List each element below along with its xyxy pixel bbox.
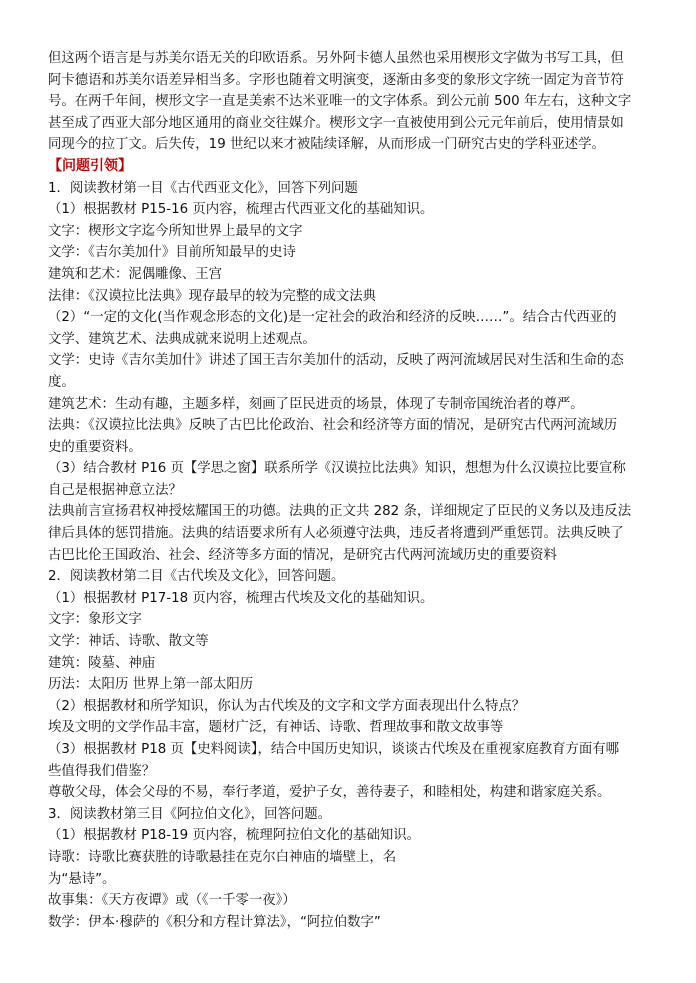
answer-line: 文学：《吉尔美加什》目前所知最早的史诗 [48, 245, 296, 261]
answer-line: 古巴比伦王国政治、社会、经济等多方面的情况，是研究古代两河流域历史的重要资料 [48, 547, 557, 563]
sub-question: （1）根据教材 P18-19 页内容，梳理阿拉伯文化的基础知识。 [48, 828, 421, 844]
answer-line: 法典前言宣扬君权神授炫耀国王的功德。法典的正文共 282 条，详细规定了臣民的义务以及违反法 [48, 504, 632, 520]
section-heading: 【问题引领】 [48, 157, 132, 174]
sub-question: （1）根据教材 P15-16 页内容，梳理古代西亚文化的基础知识。 [48, 202, 434, 218]
answer-line: 尊敬父母，体会父母的不易，奉行孝道，爱护子女，善待妻子，和睦相处，构建和谐家庭关系。 [48, 785, 611, 801]
question-title: 3．阅读教材第三目《阿拉伯文化》，回答问题。 [48, 806, 332, 822]
document-page [48, 48, 656, 933]
intro-paragraph [48, 48, 656, 156]
answer-line: 法典：《汉谟拉比法典》反映了古巴比伦政治、社会和经济等方面的情况，是研究古代两河流域历 [48, 418, 618, 434]
intro-line: 甚至成了西亚大部分地区通用的商业交往媒介。楔形文字一直被使用到公元元年前后，使用情景如 [48, 115, 624, 131]
answer-line: 文字：象形文字 [48, 612, 142, 628]
question-section-1 [48, 178, 656, 567]
sub-question: （3）结合教材 P16 页【学思之窗】联系所学《汉谟拉比法典》知识，想想为什么汉谟拉比要宣称 [48, 461, 626, 477]
answer-line: 诗歌：诗歌比赛获胜的诗歌悬挂在克尔白神庙的墙壁上，名 [48, 849, 397, 865]
sub-question: （2）“一定的文化(当作观念形态的文化)是一定社会的政治和经济的反映……”。结合古代西亚的 [48, 310, 617, 326]
answer-line: 为“悬诗”。 [48, 871, 116, 887]
answer-line: 建筑和艺术：泥偶雕像、王宫 [48, 266, 223, 282]
answer-line: 史的重要资料。 [48, 439, 142, 455]
sub-question: 文学、建筑艺术、法典成就来说明上述观点。 [48, 331, 316, 347]
answer-line: 文学：神话、诗歌、散文等 [48, 634, 209, 650]
sub-question: （1）根据教材 P17-18 页内容，梳理古代埃及文化的基础知识。 [48, 590, 434, 606]
answer-line: 历法：太阳历 世界上第一部太阳历 [48, 677, 254, 693]
intro-line: 但这两个语言是与苏美尔语无关的印欧语系。另外阿卡德人虽然也采用楔形文字做为书写工具，但 [48, 51, 624, 66]
sub-question: 自己是根据神意立法？ [48, 482, 182, 498]
answer-line: 文字：楔形文字迄今所知世界上最早的文字 [48, 223, 303, 239]
intro-line: 同现今的拉丁文。后失传，19 世纪以来才被陆续译解，从而形成一门研究古史的学科亚述学。 [48, 137, 605, 153]
sub-question: （2）根据教材和所学知识，你认为古代埃及的文字和文学方面表现出什么特点？ [48, 698, 526, 714]
sub-question: 些值得我们借鉴？ [48, 763, 156, 779]
answer-line: 埃及文明的文学作品丰富，题材广泛，有神话、诗歌、哲理故事和散文故事等 [48, 720, 504, 736]
answer-line: 度。 [48, 374, 75, 390]
answer-line: 法律：《汉谟拉比法典》现存最早的较为完整的成文法典 [48, 288, 377, 304]
answer-line: 故事集：《天方夜谭》或（《一千零一夜》） [48, 893, 296, 909]
answer-line: 律后具体的惩罚措施。法典的结语要求所有人必须遵守法典，违反者将遭到严重惩罚。法典反映了 [48, 526, 624, 542]
intro-line: 阿卡德语和苏美尔语差异相当多。字形也随着文明演变，逐渐由多变的象形文字统一固定为音节符 [48, 72, 624, 88]
question-section-3 [48, 804, 656, 934]
intro-line: 号。在两千年间，楔形文字一直是美索不达米亚唯一的文字体系。到公元前 500 年左右，这种文字 [48, 94, 632, 110]
question-section-2 [48, 566, 656, 804]
answer-line: 文学：史诗《吉尔美加什》讲述了国王吉尔美加什的活动，反映了两河流域居民对生活和生命的态 [48, 353, 624, 369]
answer-line: 建筑：陵墓、神庙 [48, 655, 156, 671]
question-title: 1．阅读教材第一目《古代西亚文化》，回答下列问题 [48, 180, 358, 196]
question-title: 2．阅读教材第二目《古代埃及文化》，回答问题。 [48, 569, 345, 585]
answer-line: 建筑艺术：生动有趣，主题多样，刻画了臣民进贡的场景，体现了专制帝国统治者的尊严。 [48, 396, 584, 412]
answer-line: 数学：伊本·穆萨的《积分和方程计算法》，“阿拉伯数字” [48, 914, 381, 930]
sub-question: （3）根据教材 P18 页【史料阅读】，结合中国历史知识，谈谈古代埃及在重视家庭教育方面有哪 [48, 742, 620, 757]
